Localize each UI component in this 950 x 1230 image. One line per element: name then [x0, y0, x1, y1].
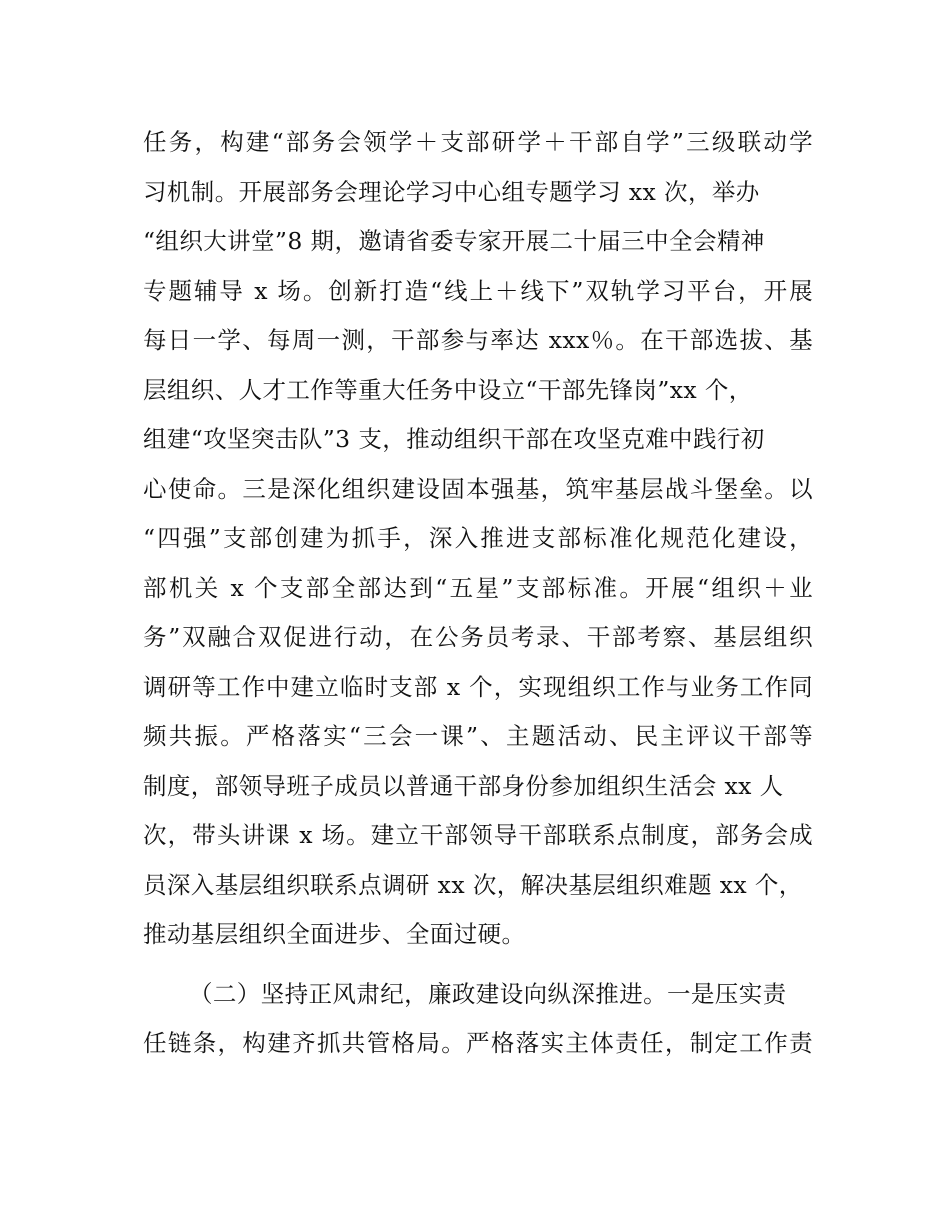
- text-line: 部机关 x 个支部全部达到“五星”支部标准。开展“组织＋业: [143, 573, 813, 602]
- text-line: 频共振。严格落实“三会一课”、主题活动、民主评议干部等: [143, 722, 813, 750]
- paragraph-2: [143, 974, 813, 1073]
- text-line: “四强”支部创建为抓手，深入推进支部标准化规范化建设，: [143, 524, 813, 552]
- text-line: 任务，构建“部务会领学＋支部研学＋干部自学”三级联动学: [143, 128, 813, 156]
- text-line: 每日一学、每周一测，干部参与率达 xxx％。在干部选拔、基: [143, 326, 813, 354]
- text-line: 推动基层组织全面进步、全面过硬。: [143, 920, 526, 948]
- paragraph-gap: [143, 964, 813, 974]
- text-line: 习机制。开展部务会理论学习中心组专题学习 xx 次，举办: [143, 177, 760, 206]
- document-body: [143, 122, 813, 1073]
- text-line: （二）坚持正风肃纪，廉政建设向纵深推进。一是压实责: [189, 979, 787, 1008]
- text-line: 专题辅导 x 场。创新打造“线上＋线下”双轨学习平台，开展: [143, 276, 813, 305]
- text-line: 调研等工作中建立临时支部 x 个，实现组织工作与业务工作同: [143, 672, 813, 701]
- text-line: 员深入基层组织联系点调研 xx 次，解决基层组织难题 xx 个，: [143, 870, 803, 899]
- paragraph-1: [143, 122, 813, 964]
- text-line: 制度，部领导班子成员以普通干部身份参加组织生活会 xx 人: [143, 771, 784, 800]
- text-line: 组建“攻坚突击队”3 支，推动组织干部在攻坚克难中践行初: [143, 425, 765, 453]
- text-line: 任链条，构建齐抓共管格局。严格落实主体责任，制定工作责: [143, 1029, 813, 1057]
- text-line: 层组织、人才工作等重大任务中设立“干部先锋岗”xx 个，: [143, 375, 753, 404]
- text-line: 次，带头讲课 x 场。建立干部领导干部联系点制度，部务会成: [143, 821, 813, 849]
- text-line: “组织大讲堂”8 期，邀请省委专家开展二十届三中全会精神: [143, 227, 765, 255]
- text-line: 心使命。三是深化组织建设固本强基，筑牢基层战斗堡垒。以: [143, 474, 813, 503]
- text-line: 务”双融合双促进行动，在公务员考录、干部考察、基层组织: [143, 623, 813, 651]
